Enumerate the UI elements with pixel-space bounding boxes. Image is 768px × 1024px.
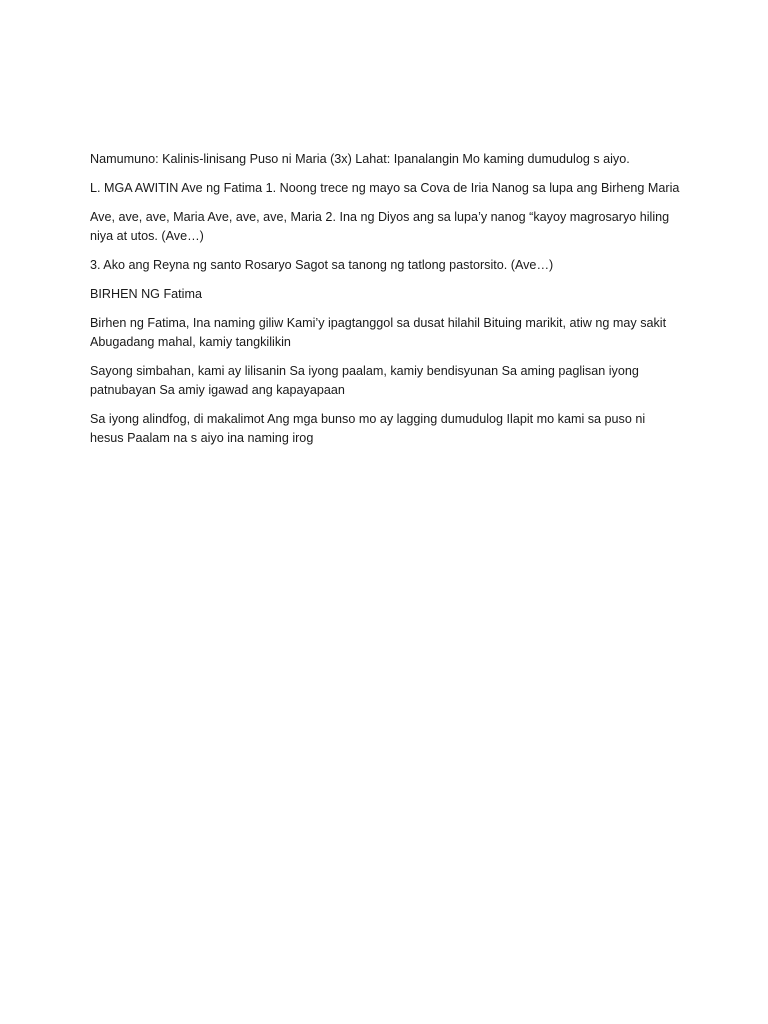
document-page [90,150,680,458]
paragraph-verse-1: Birhen ng Fatima, Ina naming giliw Kami’y ipagtanggol sa dusat hilahil Bituing marikit, atiw ng may sakit Abugadang mahal, kamiy tangkilikin [90,316,667,349]
paragraph-mga-awitin: L. MGA AWITIN Ave ng Fatima 1. Noong trece ng mayo sa Cova de Iria Nanog sa lupa ang Birheng Maria [90,181,680,195]
paragraph-reyna-rosaryo: 3. Ako ang Reyna ng santo Rosaryo Sagot sa tanong ng tatlong pastorsito. (Ave…) [90,258,554,272]
paragraph-verse-3: Sa iyong alindfog, di makalimot Ang mga bunso mo ay lagging dumudulog Ilapit mo kami sa puso ni hesus Paalam na s aiyo ina naming irog [90,412,646,445]
paragraph-namumuno: Namumuno: Kalinis-linisang Puso ni Maria (3x) Lahat: Ipanalangin Mo kaming dumudulog s aiyo. [90,152,630,166]
paragraph-ave-maria: Ave, ave, ave, Maria Ave, ave, ave, Maria 2. Ina ng Diyos ang sa lupa’y nanog “kayoy magrosaryo hiling niya at utos. (Ave…) [90,210,670,243]
paragraph-verse-2: Sayong simbahan, kami ay lilisanin Sa iyong paalam, kamiy bendisyunan Sa aming paglisan iyong patnubayan Sa amiy igawad ang kapayapaan [90,364,639,397]
section-heading-birhen-ng-fatima: BIRHEN NG Fatima [90,287,202,301]
